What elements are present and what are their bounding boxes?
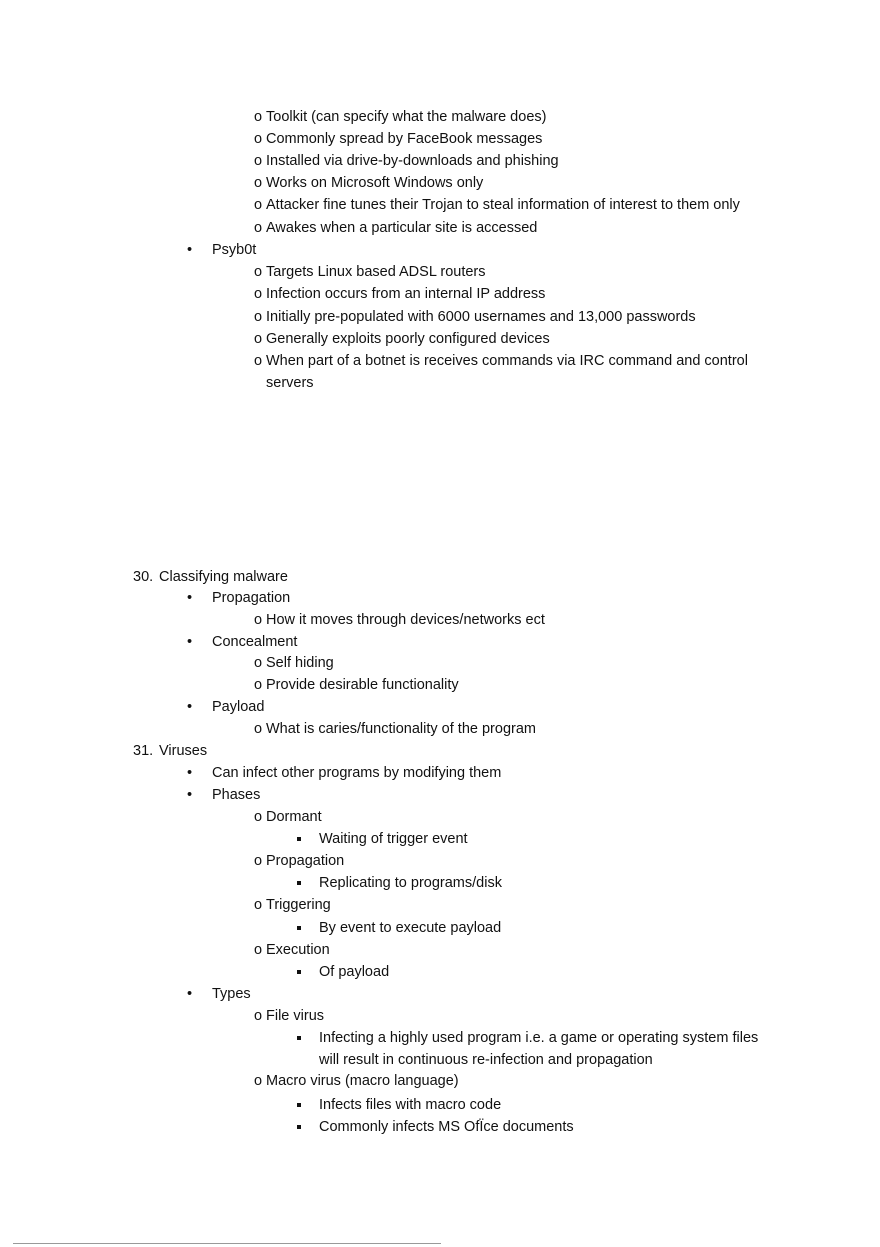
list-item-text: Payload [212, 699, 265, 715]
list-item-text: Self hiding [266, 655, 334, 671]
bullet-icon: • [187, 699, 193, 715]
square-bullet-icon [297, 1125, 301, 1129]
circle-bullet-icon: o [254, 131, 263, 147]
bullet-icon: • [187, 787, 193, 803]
square-bullet-icon [297, 970, 301, 974]
list-item-text: Commonly spread by FaceBook messages [266, 131, 543, 147]
list-number: 30. [133, 569, 154, 585]
list-item-text: Viruses [159, 743, 208, 759]
list-item-text: What is caries/functionality of the program [266, 721, 536, 737]
circle-bullet-icon: o [254, 897, 263, 913]
list-item-text: Execution [266, 942, 330, 958]
list-item-text: Replicating to programs/disk [319, 875, 502, 891]
list-item-text: Toolkit (can specify what the malware does) [266, 109, 547, 125]
list-item-text: Provide desirable functionality [266, 677, 459, 693]
list-item-text: Waiting of trigger event [319, 831, 468, 847]
circle-bullet-icon: o [254, 153, 263, 169]
circle-bullet-icon: o [254, 309, 263, 325]
circle-bullet-icon: o [254, 1073, 263, 1089]
circle-bullet-icon: o [254, 353, 263, 369]
list-item-text: File virus [266, 1008, 325, 1024]
list-item-text: servers [266, 375, 314, 391]
list-item-text: Installed via drive-by-downloads and phishing [266, 153, 559, 169]
list-item-text: Phases [212, 787, 261, 803]
circle-bullet-icon: o [254, 175, 263, 191]
square-bullet-icon [297, 1036, 301, 1040]
list-item-text: Attacker fine tunes their Trojan to steal information of interest to them only [266, 197, 740, 213]
bullet-icon: • [187, 242, 193, 258]
list-item-text: Targets Linux based ADSL routers [266, 264, 486, 280]
circle-bullet-icon: o [254, 853, 263, 869]
square-bullet-icon [297, 1103, 301, 1107]
list-item-text: Can infect other programs by modifying them [212, 765, 502, 781]
list-item-text: will result in continuous re-infection and propagation [319, 1052, 653, 1068]
list-item-text: Infects files with macro code [319, 1097, 502, 1113]
circle-bullet-icon: o [254, 331, 263, 347]
circle-bullet-icon: o [254, 655, 263, 671]
list-item-text: When part of a botnet is receives commands via IRC command and control [266, 353, 748, 369]
list-item-text: Infecting a highly used program i.e. a game or operating system files [319, 1030, 759, 1046]
circle-bullet-icon: o [254, 109, 263, 125]
list-item-text: Concealment [212, 634, 298, 650]
list-item-text: Infection occurs from an internal IP address [266, 286, 546, 302]
list-item-text: Triggering [266, 897, 331, 913]
list-item-text: Of payload [319, 964, 390, 980]
list-item-text: Awakes when a particular site is accessed [266, 220, 538, 236]
list-item-text: Psyb0t [212, 242, 257, 258]
circle-bullet-icon: o [254, 220, 263, 236]
list-item-text: How it moves through devices/networks ect [266, 612, 545, 628]
circle-bullet-icon: o [254, 721, 263, 737]
circle-bullet-icon: o [254, 197, 263, 213]
list-item-text: Works on Microsoft Windows only [266, 175, 484, 191]
square-bullet-icon [297, 837, 301, 841]
footnote-divider [13, 1243, 441, 1244]
circle-bullet-icon: o [254, 612, 263, 628]
list-item-text: Types [212, 986, 251, 1002]
bullet-icon: • [187, 634, 193, 650]
list-number: 31. [133, 743, 154, 759]
list-item-text: Propagation [212, 590, 291, 606]
circle-bullet-icon: o [254, 286, 263, 302]
bullet-icon: • [187, 765, 193, 781]
list-item-text: Classifying malware [159, 569, 288, 585]
circle-bullet-icon: o [254, 942, 263, 958]
list-item-text: Commonly infects MS OfÏce documents [319, 1119, 574, 1135]
circle-bullet-icon: o [254, 264, 263, 280]
circle-bullet-icon: o [254, 1008, 263, 1024]
list-item-text: Initially pre-populated with 6000 usernames and 13,000 passwords [266, 309, 696, 325]
bullet-icon: • [187, 590, 193, 606]
list-item-text: Dormant [266, 809, 322, 825]
square-bullet-icon [297, 926, 301, 930]
circle-bullet-icon: o [254, 809, 263, 825]
list-item-text: Macro virus (macro language) [266, 1073, 459, 1089]
list-item-text: Generally exploits poorly configured devices [266, 331, 550, 347]
square-bullet-icon [297, 881, 301, 885]
circle-bullet-icon: o [254, 677, 263, 693]
bullet-icon: • [187, 986, 193, 1002]
list-item-text: Propagation [266, 853, 345, 869]
list-item-text: By event to execute payload [319, 920, 502, 936]
